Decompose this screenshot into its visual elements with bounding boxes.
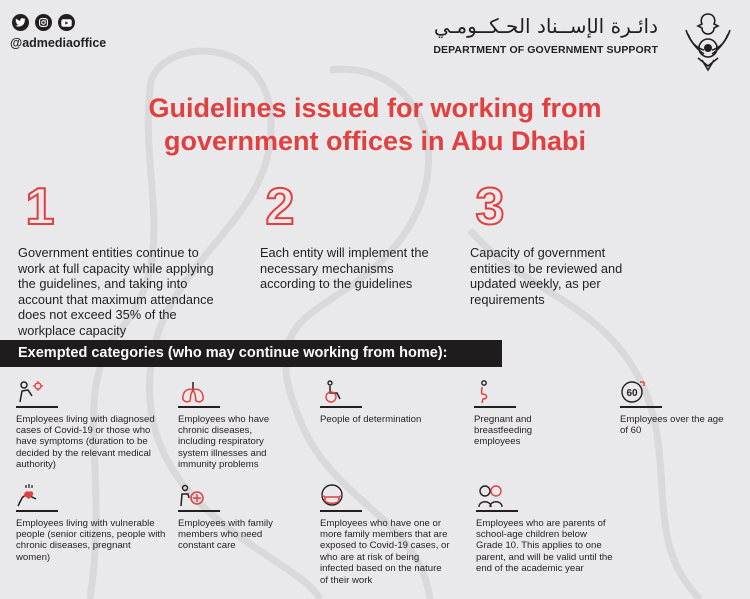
- category-covid-cases: [16, 380, 166, 471]
- falcon-emblem-icon: [680, 8, 736, 74]
- category-text: Employees who are parents of school-age children below Grade 10. This applies to one parent, and will be valid until the end of the academic year: [476, 517, 613, 575]
- category-text: Employees living with diagnosed cases of Covid-19 or those who have symptoms (duration to be decided by the relevant medical authority): [16, 413, 155, 471]
- category-text: Employees who have chronic diseases, including respiratory system illnesses and immunity problems: [178, 413, 270, 471]
- step-number-3: [470, 182, 514, 230]
- svg-text:1: 1: [25, 182, 55, 230]
- guideline-step-2: [260, 182, 440, 292]
- covid-symptoms-icon: [16, 380, 46, 404]
- social-links: [12, 14, 75, 31]
- category-parents: [476, 484, 614, 575]
- category-divider: [476, 510, 518, 512]
- youtube-icon[interactable]: [58, 14, 75, 31]
- step-text: Each entity will implement the necessary mechanisms according to the guidelines: [260, 245, 429, 291]
- category-divider: [178, 510, 220, 512]
- step-text: Capacity of government entities to be reviewed and updated weekly, as per requirements: [470, 245, 623, 307]
- children-icon: [476, 484, 506, 508]
- age-60-icon: [620, 380, 650, 404]
- lungs-icon: [178, 380, 208, 404]
- guideline-step-3: [470, 182, 645, 307]
- title-line-2: government offices in Abu Dhabi: [163, 126, 587, 156]
- category-divider: [620, 406, 662, 408]
- guideline-step-1: [18, 182, 218, 338]
- category-pregnant: [474, 380, 574, 448]
- category-divider: [320, 510, 362, 512]
- pregnant-icon: [474, 380, 504, 404]
- category-people-of-determination: [320, 380, 430, 425]
- category-divider: [16, 406, 58, 408]
- category-text: Employees over the age of 60: [620, 413, 724, 436]
- category-vulnerable-people: [16, 484, 166, 563]
- step-number-1: [18, 182, 62, 230]
- category-over-60: [620, 380, 730, 436]
- category-divider: [178, 406, 220, 408]
- category-divider: [320, 406, 362, 408]
- svg-text:2: 2: [265, 182, 295, 230]
- department-name-arabic: دائـرة الإســناد الحـكــومـي: [433, 14, 658, 38]
- step-number-2: [260, 182, 304, 230]
- category-divider: [474, 406, 516, 408]
- category-text: Pregnant and breastfeeding employees: [474, 413, 533, 448]
- twitter-icon[interactable]: [12, 14, 29, 31]
- instagram-icon[interactable]: [35, 14, 52, 31]
- category-text: People of determination: [320, 413, 422, 425]
- category-text: Employees with family members who need constant care: [178, 517, 273, 552]
- category-chronic-diseases: [178, 380, 288, 471]
- mask-face-icon: [320, 484, 350, 508]
- vulnerable-hand-icon: [16, 484, 46, 508]
- category-divider: [16, 510, 58, 512]
- category-exposed-family: [320, 484, 450, 586]
- category-family-care: [178, 484, 288, 552]
- step-text: Government entities continue to work at full capacity while applying the guidelines, and taking into account that maximum attendance does not exceed 35% of the workplace capacity: [18, 245, 214, 338]
- svg-text:3: 3: [475, 182, 505, 230]
- page-title: [0, 92, 750, 158]
- department-name-english: DEPARTMENT OF GOVERNMENT SUPPORT: [433, 44, 658, 56]
- title-line-1: Guidelines issued for working from: [148, 93, 602, 123]
- exempted-categories-heading: Exempted categories (who may continue working from home):: [0, 340, 502, 367]
- social-handle: @admediaoffice: [10, 36, 107, 50]
- category-text: Employees who have one or more family members that are exposed to Covid-19 cases, or who are at risk of being infected based on the nature of their work: [320, 517, 450, 586]
- svg-text:60: 60: [626, 388, 638, 399]
- family-care-icon: [178, 484, 208, 508]
- wheelchair-icon: [320, 380, 350, 404]
- category-text: Employees living with vulnerable people (senior citizens, people with chronic diseases, pregnant women): [16, 517, 166, 563]
